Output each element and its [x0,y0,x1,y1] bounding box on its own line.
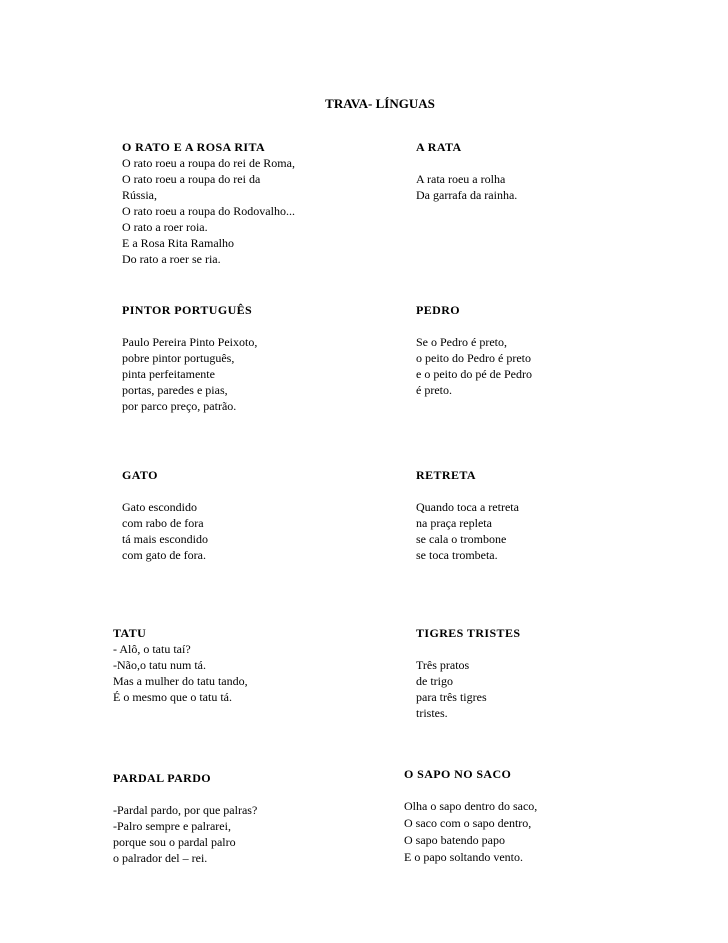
poem-line: porque sou o pardal palro [113,835,236,849]
poem-lines [122,155,295,267]
poem-line: pinta perfeitamente [122,367,215,381]
poem-title: RETRETA [416,468,476,482]
poem-lines [122,334,257,414]
poem-line: Se o Pedro é preto, [416,335,507,349]
poem-line: o peito do Pedro é preto [416,351,531,365]
poem-line: Rússia, [122,188,158,202]
poem-line: Olha o sapo dentro do saco, [404,799,538,813]
poem-a-rata [416,139,517,203]
poem-line: para três tigres [416,690,487,704]
poem-line: por parco preço, patrão. [122,399,237,413]
poem-line: O sapo batendo papo [404,833,505,847]
poem-line: pobre pintor português, [122,351,235,365]
poem-line: Da garrafa da rainha. [416,188,518,202]
poem-lines [416,171,517,203]
poem-line: A rata roeu a rolha [416,172,506,186]
poem-title: O RATO E A ROSA RITA [122,140,266,154]
poem-line: -Pardal pardo, por que palras? [113,803,258,817]
poem-line: -Palro sempre e palrarei, [113,819,231,833]
poem-lines [416,657,520,721]
poem-title: TATU [113,626,147,640]
poem-o-sapo-no-saco [404,766,537,866]
poem-line: com gato de fora. [122,548,206,562]
poem-line: O rato roeu a roupa do rei de Roma, [122,156,295,170]
poem-line: Mas a mulher do tatu tando, [113,674,248,688]
poem-line: Paulo Pereira Pinto Peixoto, [122,335,258,349]
poem-line: portas, paredes e pias, [122,383,228,397]
poem-line: Do rato a roer se ria. [122,252,221,266]
poem-line: Três pratos [416,658,470,672]
poem-title: O SAPO NO SACO [404,767,512,781]
poem-line: de trigo [416,674,453,688]
document-title: TRAVA- LÍNGUAS [325,96,435,111]
poem-tigres-tristes [416,625,520,721]
poem-line: -Não,o tatu num tá. [113,658,206,672]
poem-title: GATO [122,468,158,482]
poem-line: O rato roeu a roupa do Rodovalho... [122,204,295,218]
poem-pedro [416,302,532,398]
poem-title: PARDAL PARDO [113,771,212,785]
poem-pardal-pardo [113,770,257,866]
poem-line: com rabo de fora [122,516,204,530]
poem-title: PINTOR PORTUGUÊS [122,303,253,317]
poem-line: tristes. [416,706,448,720]
poem-gato [122,467,208,563]
poem-line: É o mesmo que o tatu tá. [113,690,232,704]
poem-line: na praça repleta [416,516,492,530]
poem-title: TIGRES TRISTES [416,626,521,640]
poem-line: o palrador del – rei. [113,851,208,865]
poem-lines [416,499,519,563]
poem-line: Quando toca a retreta [416,500,519,514]
poem-line: tá mais escondido [122,532,208,546]
poem-lines [416,334,532,398]
poem-line: se toca trombeta. [416,548,498,562]
poem-o-rato [122,139,295,267]
poem-line: O rato roeu a roupa do rei da [122,172,261,186]
poem-lines [404,798,537,866]
poem-title: PEDRO [416,303,460,317]
poem-line: O rato a roer roia. [122,220,208,234]
poem-tatu [113,625,248,705]
poem-line: E o papo soltando vento. [404,850,523,864]
poem-retreta [416,467,519,563]
poem-line: E a Rosa Rita Ramalho [122,236,234,250]
poem-lines [113,641,248,705]
poem-lines [122,499,208,563]
poem-line: se cala o trombone [416,532,507,546]
poem-line: - Alô, o tatu taí? [113,642,191,656]
poem-title: A RATA [416,140,462,154]
poem-pintor-portugues [122,302,257,414]
poem-lines [113,802,257,866]
poem-line: e o peito do pé de Pedro [416,367,532,381]
poem-line: é preto. [416,383,452,397]
poem-line: O saco com o sapo dentro, [404,816,532,830]
poem-line: Gato escondido [122,500,197,514]
